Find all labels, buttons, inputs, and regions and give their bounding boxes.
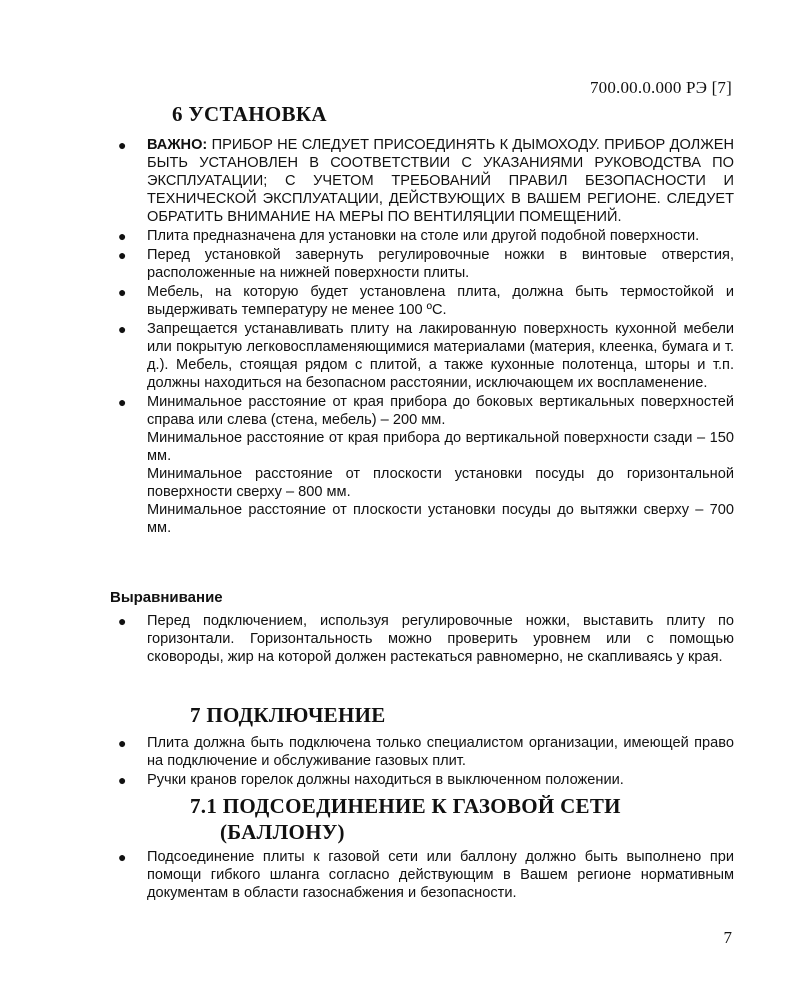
bullet-icon: ●: [118, 137, 127, 153]
bullet-icon: ●: [118, 228, 127, 244]
distance-back-text: Минимальное расстояние от края прибора до вертикальной поверхности сзади – 150 мм.: [147, 430, 734, 464]
list-item-distances: [118, 393, 734, 537]
document-code: 700.00.0.000 РЭ [7]: [589, 78, 732, 97]
distance-hood-text: Минимальное расстояние от плоскости установки посуды до вытяжки сверху – 700 мм.: [147, 502, 734, 536]
list-item-text: Плита должна быть подключена только специалистом организации, имеющей право на подключение и обслуживание газовых плит.: [147, 735, 734, 769]
list-item: [118, 227, 734, 245]
list-item: [118, 771, 734, 789]
list-item-text: Перед подключением, используя регулировочные ножки, выставить плиту по горизонтали. Горизонтальность можно проверить уровнем или с помощью сковороды, жир на которой должен растекаться равномерно, не скапливаясь у края.: [147, 613, 734, 665]
list-item-text: Мебель, на которую будет установлена плита, должна быть термостойкой и выдерживать температуру не менее 100 ºС.: [147, 284, 734, 318]
section-7-1-title-continued: (БАЛЛОНУ): [220, 820, 345, 844]
leveling-list: [118, 612, 734, 667]
bullet-icon: ●: [118, 284, 127, 300]
section-6-list: [118, 136, 734, 538]
distance-top-surface-text: Минимальное расстояние от плоскости установки посуды до горизонтальной поверхности сверху – 800 мм.: [147, 466, 734, 500]
list-item-text: Перед установкой завернуть регулировочные ножки в винтовые отверстия, расположенные на нижней поверхности плиты.: [147, 247, 734, 281]
list-item: [118, 734, 734, 770]
important-label: ВАЖНО:: [147, 137, 208, 153]
list-item-text: Ручки кранов горелок должны находиться в выключенном положении.: [147, 772, 624, 788]
bullet-icon: ●: [118, 735, 127, 751]
list-item: [118, 320, 734, 392]
bullet-icon: ●: [118, 613, 127, 629]
list-item: [118, 246, 734, 282]
list-item-text: Запрещается устанавливать плиту на лакированную поверхность кухонной мебели или покрытую легковоспламеняющимися материалами (материя, клеенка, бумага и т. д.). Мебель, стоящая рядом с плитой, а также кухонные полотенца, шторы и т.п. должны находиться на безопасном расстоянии, исключающем их воспламенение.: [147, 321, 734, 391]
list-item: [118, 283, 734, 319]
list-item: [118, 848, 734, 902]
bullet-icon: ●: [118, 394, 127, 410]
section-7-1-title: 7.1 ПОДСОЕДИНЕНИЕ К ГАЗОВОЙ СЕТИ: [190, 794, 621, 818]
distance-side-text: Минимальное расстояние от края прибора до боковых вертикальных поверхностей справа или слева (стена, мебель) – 200 мм.: [147, 394, 734, 428]
section-7-list: [118, 734, 734, 790]
section-7-1-list: [118, 848, 734, 903]
important-text: ПРИБОР НЕ СЛЕДУЕТ ПРИСОЕДИНЯТЬ К ДЫМОХОДУ. ПРИБОР ДОЛЖЕН БЫТЬ УСТАНОВЛЕН В СООТВЕТСТВИИ С УКАЗАНИЯМИ РУКОВОДСТВА ПО ЭКСПЛУАТАЦИИ; С УЧЕТОМ ТРЕБОВАНИЙ ПРАВИЛ БЕЗОПАСНОСТИ И ТЕХНИЧЕСКОЙ ЭКСПЛУАТАЦИИ, ДЕЙСТВУЮЩИХ В ВАШЕМ РЕГИОНЕ. СЛЕДУЕТ ОБРАТИТЬ ВНИМАНИЕ НА МЕРЫ ПО ВЕНТИЛЯЦИИ ПОМЕЩЕНИЙ.: [147, 137, 734, 225]
bullet-icon: ●: [118, 849, 127, 865]
leveling-title: Выравнивание: [110, 589, 223, 606]
section-7-title: 7 ПОДКЛЮЧЕНИЕ: [190, 703, 386, 727]
bullet-icon: ●: [118, 772, 127, 788]
list-item-text: Подсоединение плиты к газовой сети или баллону должно быть выполнено при помощи гибкого шланга согласно действующим в Вашем регионе нормативным документам в области газоснабжения и безопасности.: [147, 849, 734, 901]
bullet-icon: ●: [118, 321, 127, 337]
section-6-title: 6 УСТАНОВКА: [172, 102, 327, 126]
list-item-text: Плита предназначена для установки на столе или другой подобной поверхности.: [147, 228, 700, 244]
page-number: 7: [723, 928, 732, 947]
list-item-important: [118, 136, 734, 226]
bullet-icon: ●: [118, 247, 127, 263]
list-item: [118, 612, 734, 666]
